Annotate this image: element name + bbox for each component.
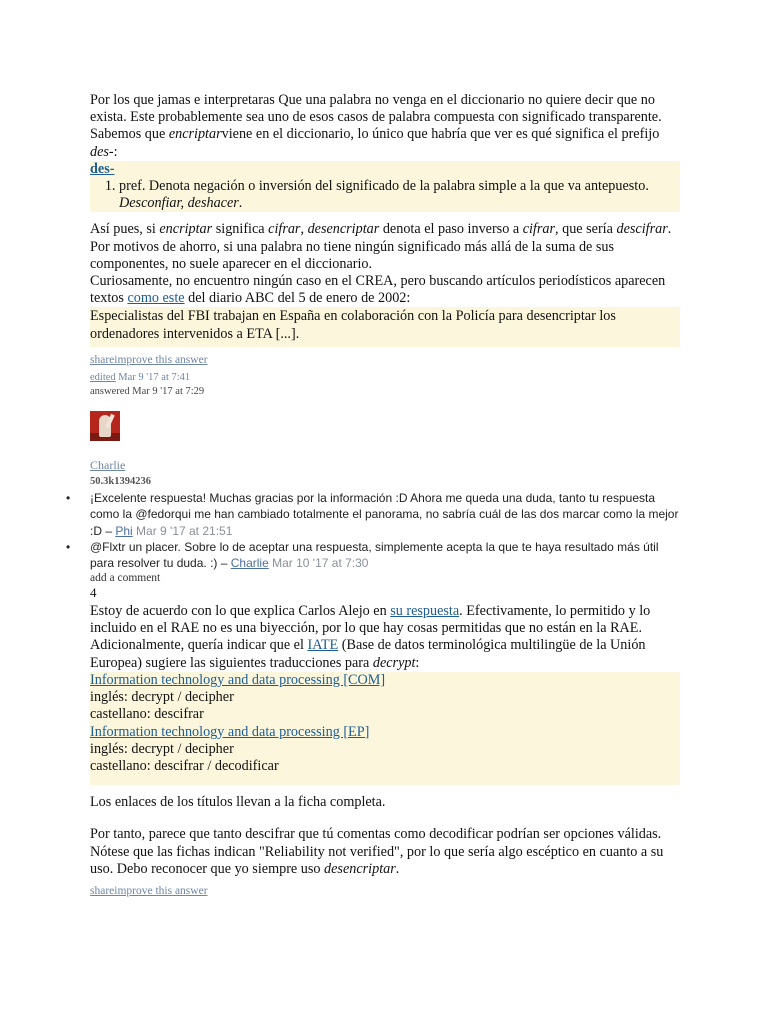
answered-date: answered Mar 9 '17 at 7:29 (90, 385, 205, 397)
p2-g: denota el paso inverso a (379, 221, 523, 238)
answer1-p1-b: Que una palabra no venga en el diccionario no quiere decir que no exista. Este probablemente sea uno de esos casos de palabra compuesta con significado transparente. Sabemos que (90, 92, 662, 143)
comment-date[interactable]: Mar 9 '17 at 21:51 (136, 523, 233, 538)
iate-com-link[interactable]: Information technology and data processing [COM] (90, 671, 386, 688)
definition-item (119, 178, 680, 212)
iate-com-spanish: castellano: descifrar (90, 706, 204, 723)
bullet-icon: • (66, 540, 71, 555)
comment-item (66, 490, 680, 539)
iate-ep-english: inglés: decrypt / decipher (90, 740, 234, 757)
user-avatar-icon[interactable] (90, 411, 120, 441)
iate-ep-spanish: castellano: descifrar / decodificar (90, 757, 279, 774)
answer1-p1-a: Por los que jamas e interpretaras (90, 92, 279, 108)
answer2-post-menu (90, 881, 680, 899)
definition-example: Desconfiar, deshacer (119, 195, 239, 212)
comment-text: @Flxtr un placer. Sobre lo de aceptar una respuesta, simplemente acepta la que te haya resultado más útil para resolver tu duda. :) – (90, 540, 659, 571)
p2-e: , (300, 221, 308, 238)
answer1-paragraph3 (90, 273, 680, 307)
p2-c: significa (212, 221, 269, 238)
p2-k: . Por motivos de ahorro, si una palabra no tiene ningún significado más allá de la suma de sus componentes, no suele aparecer en el diccionario. (90, 221, 672, 272)
a2p2-b: (Base de datos terminológica multilingüe de la Unión Europea) sugiere las siguientes traducciones para (90, 637, 646, 671)
comment-date[interactable]: Mar 10 '17 at 7:30 (272, 556, 369, 571)
abc-quote-text: Especialistas del FBI trabajan en España en colaboración con la Policía para desencriptar los ordenadores intervenidos a ETA [...]. (90, 308, 616, 342)
bullet-icon: • (66, 490, 71, 505)
des-link[interactable]: des- (90, 160, 115, 177)
definition-blockquote (90, 161, 680, 213)
iate-blockquote (90, 672, 680, 785)
definition-list (90, 178, 680, 212)
answer2-paragraph3: Los enlaces de los títulos llevan a la ficha completa. (90, 794, 386, 811)
p2-em-cifrar: cifrar (268, 221, 301, 238)
definition-end: . (238, 195, 243, 212)
definition-text: pref. Denota negación o inversión del significado de la palabra simple a la que va antepuesto. (119, 178, 649, 195)
a2p4-em-desencriptar: desencriptar (324, 860, 396, 877)
a2p2-em-decrypt: decrypt (372, 654, 416, 671)
answer2-share-link[interactable]: shareimprove this answer (90, 884, 208, 897)
answer1-p1-em-des: des- (90, 143, 114, 160)
p2-a: Así pues, si (90, 221, 160, 238)
comment-text: ¡Excelente respuesta! Muchas gracias por la información :D Ahora me queda una duda, tanto tu respuesta como la @fedorqui me han cambiado totalmente el panorama, no sabría cuál de las dos marcar como la mejor :D – (90, 490, 679, 538)
answer1-p1-em-encriptar: encriptar (168, 126, 222, 143)
iate-ep-link[interactable]: Information technology and data processing [EP] (90, 723, 370, 740)
a2p4-c: . (395, 860, 400, 877)
p3-a: Curiosamente, no encuentro ningún caso en el CREA, pero buscando artículos periodísticos aparecen textos (90, 273, 666, 307)
answer1-p1-f: : (113, 143, 118, 160)
add-comment-link[interactable]: add a comment (90, 571, 161, 584)
p2-em-descifrar: descifrar (616, 221, 668, 238)
comment-item (66, 539, 680, 572)
edited-date[interactable]: Mar 9 '17 at 7:41 (118, 371, 191, 383)
user-reputation: 50.3k1394236 (90, 475, 151, 487)
p2-i: , que sería (555, 221, 617, 238)
comments-list (66, 490, 680, 572)
a2p2-a: Adicionalmente, quería indicar que el (90, 637, 308, 654)
a2p1-a: Estoy de acuerdo con lo que explica Carlos Alejo en (90, 603, 391, 620)
answer1-paragraph1 (90, 92, 680, 161)
answer2-paragraph4 (90, 826, 680, 878)
answer1-paragraph2 (90, 221, 680, 273)
answer1-answered-info (90, 386, 680, 397)
p3-b: del diario ABC del 5 de enero de 2002: (184, 290, 411, 307)
a2p1-b: . Efectivamente, lo permitido y lo incluido en el RAE no es una biyección, por lo que hay cosas permitidas que no están en la RAE. (90, 603, 651, 637)
a2p2-d: : (415, 654, 420, 671)
p2-em-desencriptar: desencriptar (307, 221, 380, 238)
answer2-paragraph1 (90, 603, 680, 637)
como-este-link[interactable]: como este (127, 290, 185, 307)
page-content (66, 92, 680, 899)
answer2-vote-count: 4 (90, 584, 97, 600)
edited-link[interactable]: edited (90, 371, 116, 383)
answer2-paragraph2 (90, 637, 680, 671)
comment-user-link[interactable]: Phi (115, 523, 133, 538)
a2p4-a: Por tanto, parece que tanto descifrar que tú comentas como decodificar podrían ser opciones válidas. Nótese que las fichas indican "Reliability not verified", por lo que sería algo escéptico en cuanto a su uso. Debo reconocer que yo siempre uso (90, 826, 664, 877)
p2-em-encriptar: encriptar (159, 221, 213, 238)
user-card (90, 411, 680, 487)
su-respuesta-link[interactable]: su respuesta (390, 603, 460, 620)
answer1-p1-d: viene en el diccionario, lo único que habría que ver es qué significa el prefijo (221, 126, 660, 143)
comment-user-link[interactable]: Charlie (230, 556, 269, 571)
iate-com-english: inglés: decrypt / decipher (90, 689, 234, 706)
answer1-edited-info (90, 372, 680, 383)
iate-link[interactable]: IATE (307, 637, 339, 654)
p2-em-cifrar2: cifrar (522, 221, 556, 238)
answer1-share-link[interactable]: shareimprove this answer (90, 353, 208, 366)
answer1-post-menu (90, 350, 680, 368)
abc-quote-blockquote (90, 307, 680, 346)
user-name-link[interactable]: Charlie (90, 457, 126, 472)
